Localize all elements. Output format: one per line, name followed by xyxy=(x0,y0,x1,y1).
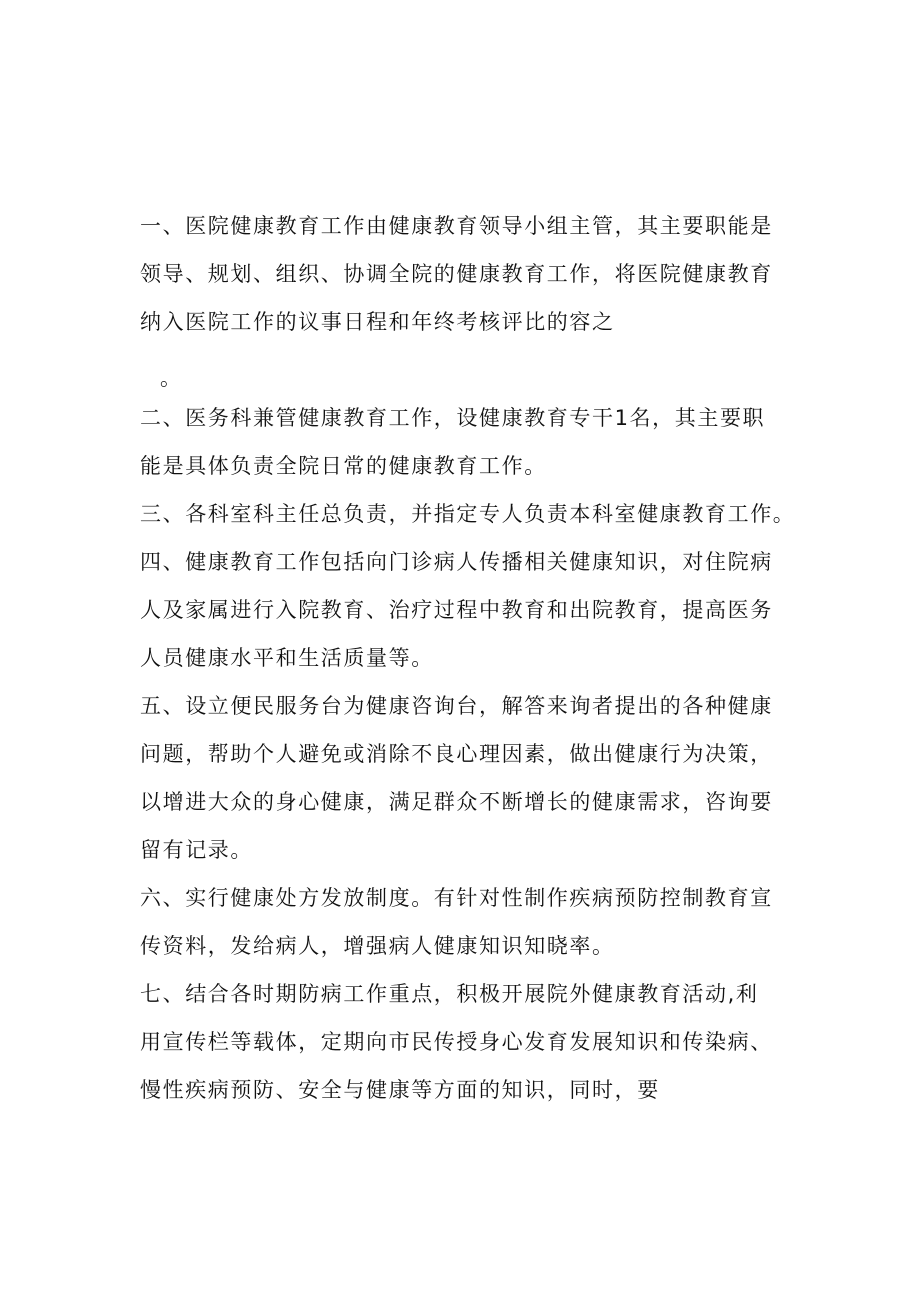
text-line: 留有记录。 xyxy=(140,838,253,862)
text-line: 三、各科室科主任总负责，并指定专人负责本科室健康教育工作。 xyxy=(140,502,796,526)
text-line: 传资料，发给病人，增强病人健康知识知晓率。 xyxy=(140,934,615,958)
text-line: 人员健康水平和生活质量等。 xyxy=(140,646,434,670)
text-line: 四、健康教育工作包括向门诊病人传播相关健康知识，对住院病 xyxy=(140,550,773,574)
text-line: 能是具体负责全院日常的健康教育工作。 xyxy=(140,454,547,478)
text-line: 一、医院健康教育工作由健康教育领导小组主管，其主要职能是 xyxy=(140,214,773,238)
text-line: 用宣传栏等载体，定期向市民传授身心发育发展知识和传染病、 xyxy=(140,1030,773,1054)
text-line: 人及家属进行入院教育、治疗过程中教育和出院教育，提高医务 xyxy=(140,598,773,622)
text-line: 七、结合各时期防病工作重点，积极开展院外健康教育活动,利 xyxy=(140,982,759,1006)
text-line: 。 xyxy=(160,366,183,390)
text-line: 以增进大众的身心健康，满足群众不断增长的健康需求，咨询要 xyxy=(140,790,773,814)
text-line: 五、设立便民服务台为健康咨询台，解答来询者提出的各种健康 xyxy=(140,694,773,718)
text-line: 领导、规划、组织、协调全院的健康教育工作，将医院健康教育 xyxy=(140,262,773,286)
text-line: 慢性疾病预防、安全与健康等方面的知识，同时，要 xyxy=(140,1078,660,1102)
text-line: 纳入医院工作的议事日程和年终考核评比的容之 xyxy=(140,310,615,334)
text-line: 六、实行健康处方发放制度。有针对性制作疾病预防控制教育宣 xyxy=(140,886,773,910)
text-line: 二、医务科兼管健康教育工作，设健康教育专干1名，其主要职 xyxy=(140,406,766,430)
text-line: 问题，帮助个人避免或消除不良心理因素，做出健康行为决策， xyxy=(140,742,773,766)
